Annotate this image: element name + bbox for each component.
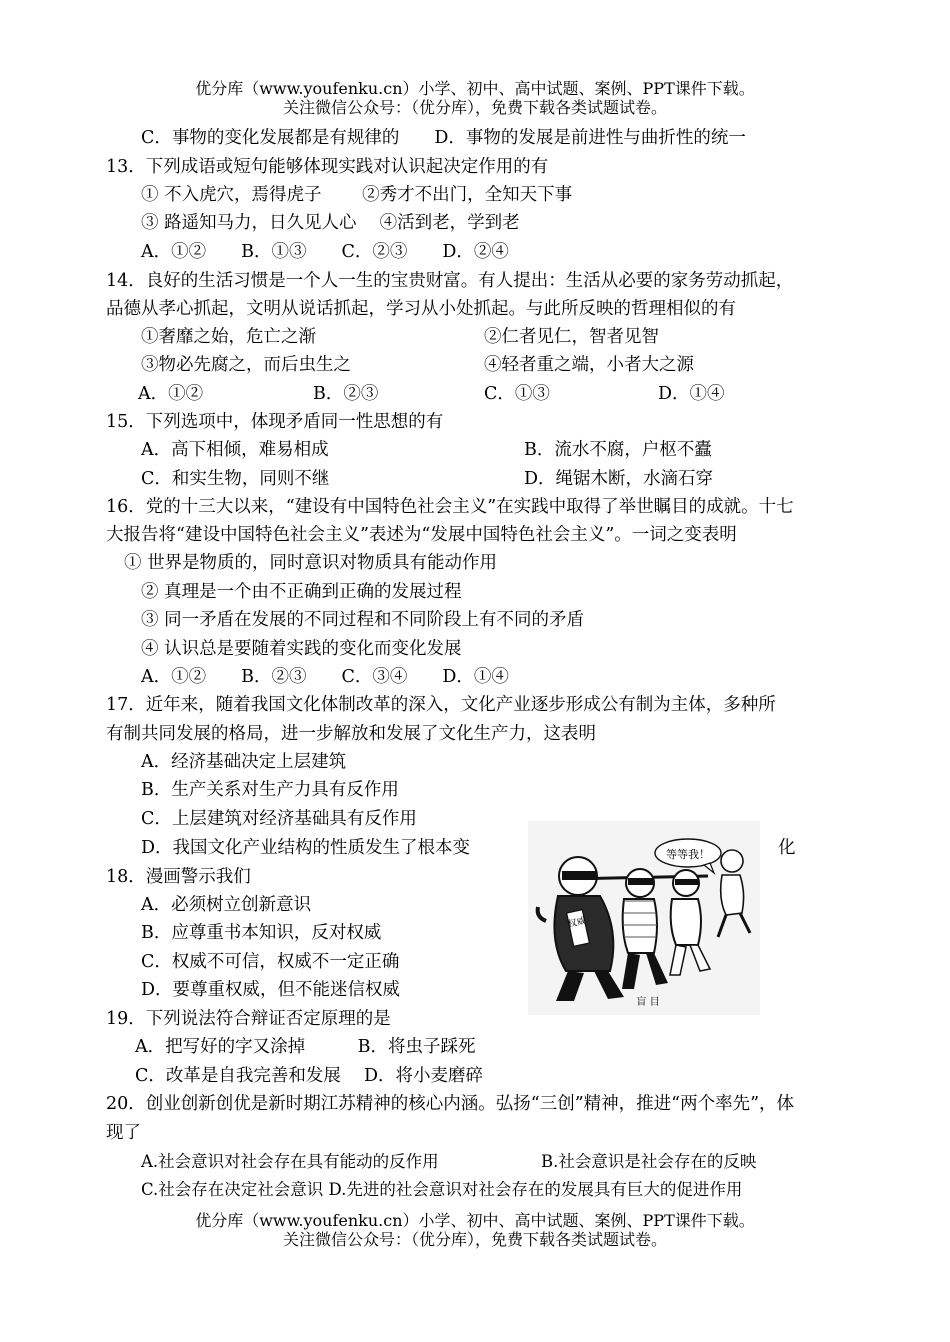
q17-stem-line2: 有制共同发展的格局，进一步解放和发展了文化生产力，这表明 <box>106 724 596 744</box>
q13-items-1-2: ① 不入虎穴，焉得虎子 ②秀才不出门，全知天下事 <box>141 185 573 205</box>
q18-stem: 18．漫画警示我们 <box>106 867 251 887</box>
q14-item-3: ③物必先腐之，而后虫生之 <box>141 355 351 375</box>
q15-stem: 15．下列选项中，体现矛盾同一性思想的有 <box>106 412 444 432</box>
q15-option-d: D．绳锯木断，水滴石穿 <box>524 469 714 489</box>
q20-stem-line1: 20．创业创新创优是新时期江苏精神的核心内涵。弘扬“三创”精神，推进“两个率先”，体 <box>106 1094 795 1114</box>
q18-option-d: D．要尊重权威，但不能迷信权威 <box>141 980 401 1000</box>
q14-item-2: ②仁者见仁，智者见智 <box>484 327 659 347</box>
cartoon-bubble-text: 等等我！ <box>666 848 710 861</box>
page-footer-line2: 关注微信公众号：（优分库），免费下载各类试题试卷。 <box>282 1230 667 1249</box>
q13-items-3-4: ③ 路遥知马力，日久见人心 ④活到老，学到老 <box>141 213 520 233</box>
page-header-line1: 优分库（www.youfenku.cn）小学、初中、高中试题、案例、PPT课件下载。 <box>195 79 755 98</box>
q17-option-d: D．我国文化产业结构的性质发生了根本变 <box>141 838 471 858</box>
q14-option-a: A．①② <box>138 384 204 404</box>
q17-option-a: A．经济基础决定上层建筑 <box>141 752 347 772</box>
q16-item-1: ① 世界是物质的，同时意识对物质具有能动作用 <box>124 553 498 573</box>
q19-options-cd: C．改革是自我完善和发展 D．将小麦磨碎 <box>135 1066 483 1086</box>
q19-options-ab: A．把写好的字又涂掉 B．将虫子踩死 <box>135 1037 476 1057</box>
q18-option-c: C．权威不可信，权威不一定正确 <box>141 952 400 972</box>
q17-option-c: C．上层建筑对经济基础具有反作用 <box>141 809 417 829</box>
q15-option-a: A．高下相倾，难易相成 <box>141 440 329 460</box>
q14-item-4: ④轻者重之端，小者大之源 <box>484 355 694 375</box>
q16-stem-line2: 大报告将“建设中国特色社会主义”表述为“发展中国特色社会主义”。一词之变表明 <box>106 525 737 545</box>
q16-item-4: ④ 认识总是要随着实践的变化而变化发展 <box>141 639 462 659</box>
q20-stem-line2: 现了 <box>106 1123 141 1143</box>
page-footer-line1: 优分库（www.youfenku.cn）小学、初中、高中试题、案例、PPT课件下载。 <box>195 1211 755 1230</box>
q14-item-1: ①奢靡之始，危亡之渐 <box>141 327 316 347</box>
cartoon-sign-text: 权威 <box>567 916 587 930</box>
q18-option-a: A．必须树立创新意识 <box>141 895 312 915</box>
q17-stem-line1: 17．近年来，随着我国文化体制改革的深入，文化产业逐步形成公有制为主体，多种所 <box>106 695 776 715</box>
q14-option-d: D．①④ <box>658 384 725 404</box>
q20-option-a: A.社会意识对社会存在具有能动的反作用 <box>141 1152 439 1171</box>
q17-option-b: B．生产关系对生产力具有反作用 <box>141 780 399 800</box>
cartoon-caption: 盲 目 <box>636 997 660 1008</box>
q16-item-3: ③ 同一矛盾在发展的不同过程和不同阶段上有不同的矛盾 <box>141 610 585 630</box>
q18-option-b: B．应尊重书本知识，反对权威 <box>141 923 382 943</box>
q14-stem-line1: 14．良好的生活习惯是一个人一生的宝贵财富。有人提出：生活从必要的家务劳动抓起， <box>106 271 794 291</box>
q14-option-c: C．①③ <box>484 384 550 404</box>
q17-option-d-tail: 化 <box>778 838 796 858</box>
q16-item-2: ② 真理是一个由不正确到正确的发展过程 <box>141 582 462 602</box>
q16-options: A．①② B．②③ C．③④ D．①④ <box>141 667 509 687</box>
q20-options-cd: C.社会存在决定社会意识 D.先进的社会意识对社会存在的发展具有巨大的促进作用 <box>141 1180 743 1199</box>
q14-stem-line2: 品德从孝心抓起，文明从说话抓起，学习从小处抓起。与此所反映的哲理相似的有 <box>106 299 736 319</box>
q14-option-b: B．②③ <box>313 384 379 404</box>
q12-options-cd: C．事物的变化发展都是有规律的 D．事物的发展是前进性与曲折性的统一 <box>141 128 746 148</box>
page-header-line2: 关注微信公众号：（优分库），免费下载各类试题试卷。 <box>282 98 667 117</box>
q13-options: A．①② B．①③ C．②③ D．②④ <box>141 242 509 262</box>
blind-following-cartoon <box>528 821 760 1015</box>
q16-stem-line1: 16．党的十三大以来，“建设有中国特色社会主义”在实践中取得了举世瞩目的成就。十七 <box>106 497 794 517</box>
q15-option-b: B．流水不腐，户枢不蠹 <box>524 440 712 460</box>
q20-option-b: B.社会意识是社会存在的反映 <box>541 1152 757 1171</box>
q13-stem: 13．下列成语或短句能够体现实践对认识起决定作用的有 <box>106 157 549 177</box>
q19-stem: 19．下列说法符合辩证否定原理的是 <box>106 1009 391 1029</box>
q15-option-c: C．和实生物，同则不继 <box>141 469 330 489</box>
